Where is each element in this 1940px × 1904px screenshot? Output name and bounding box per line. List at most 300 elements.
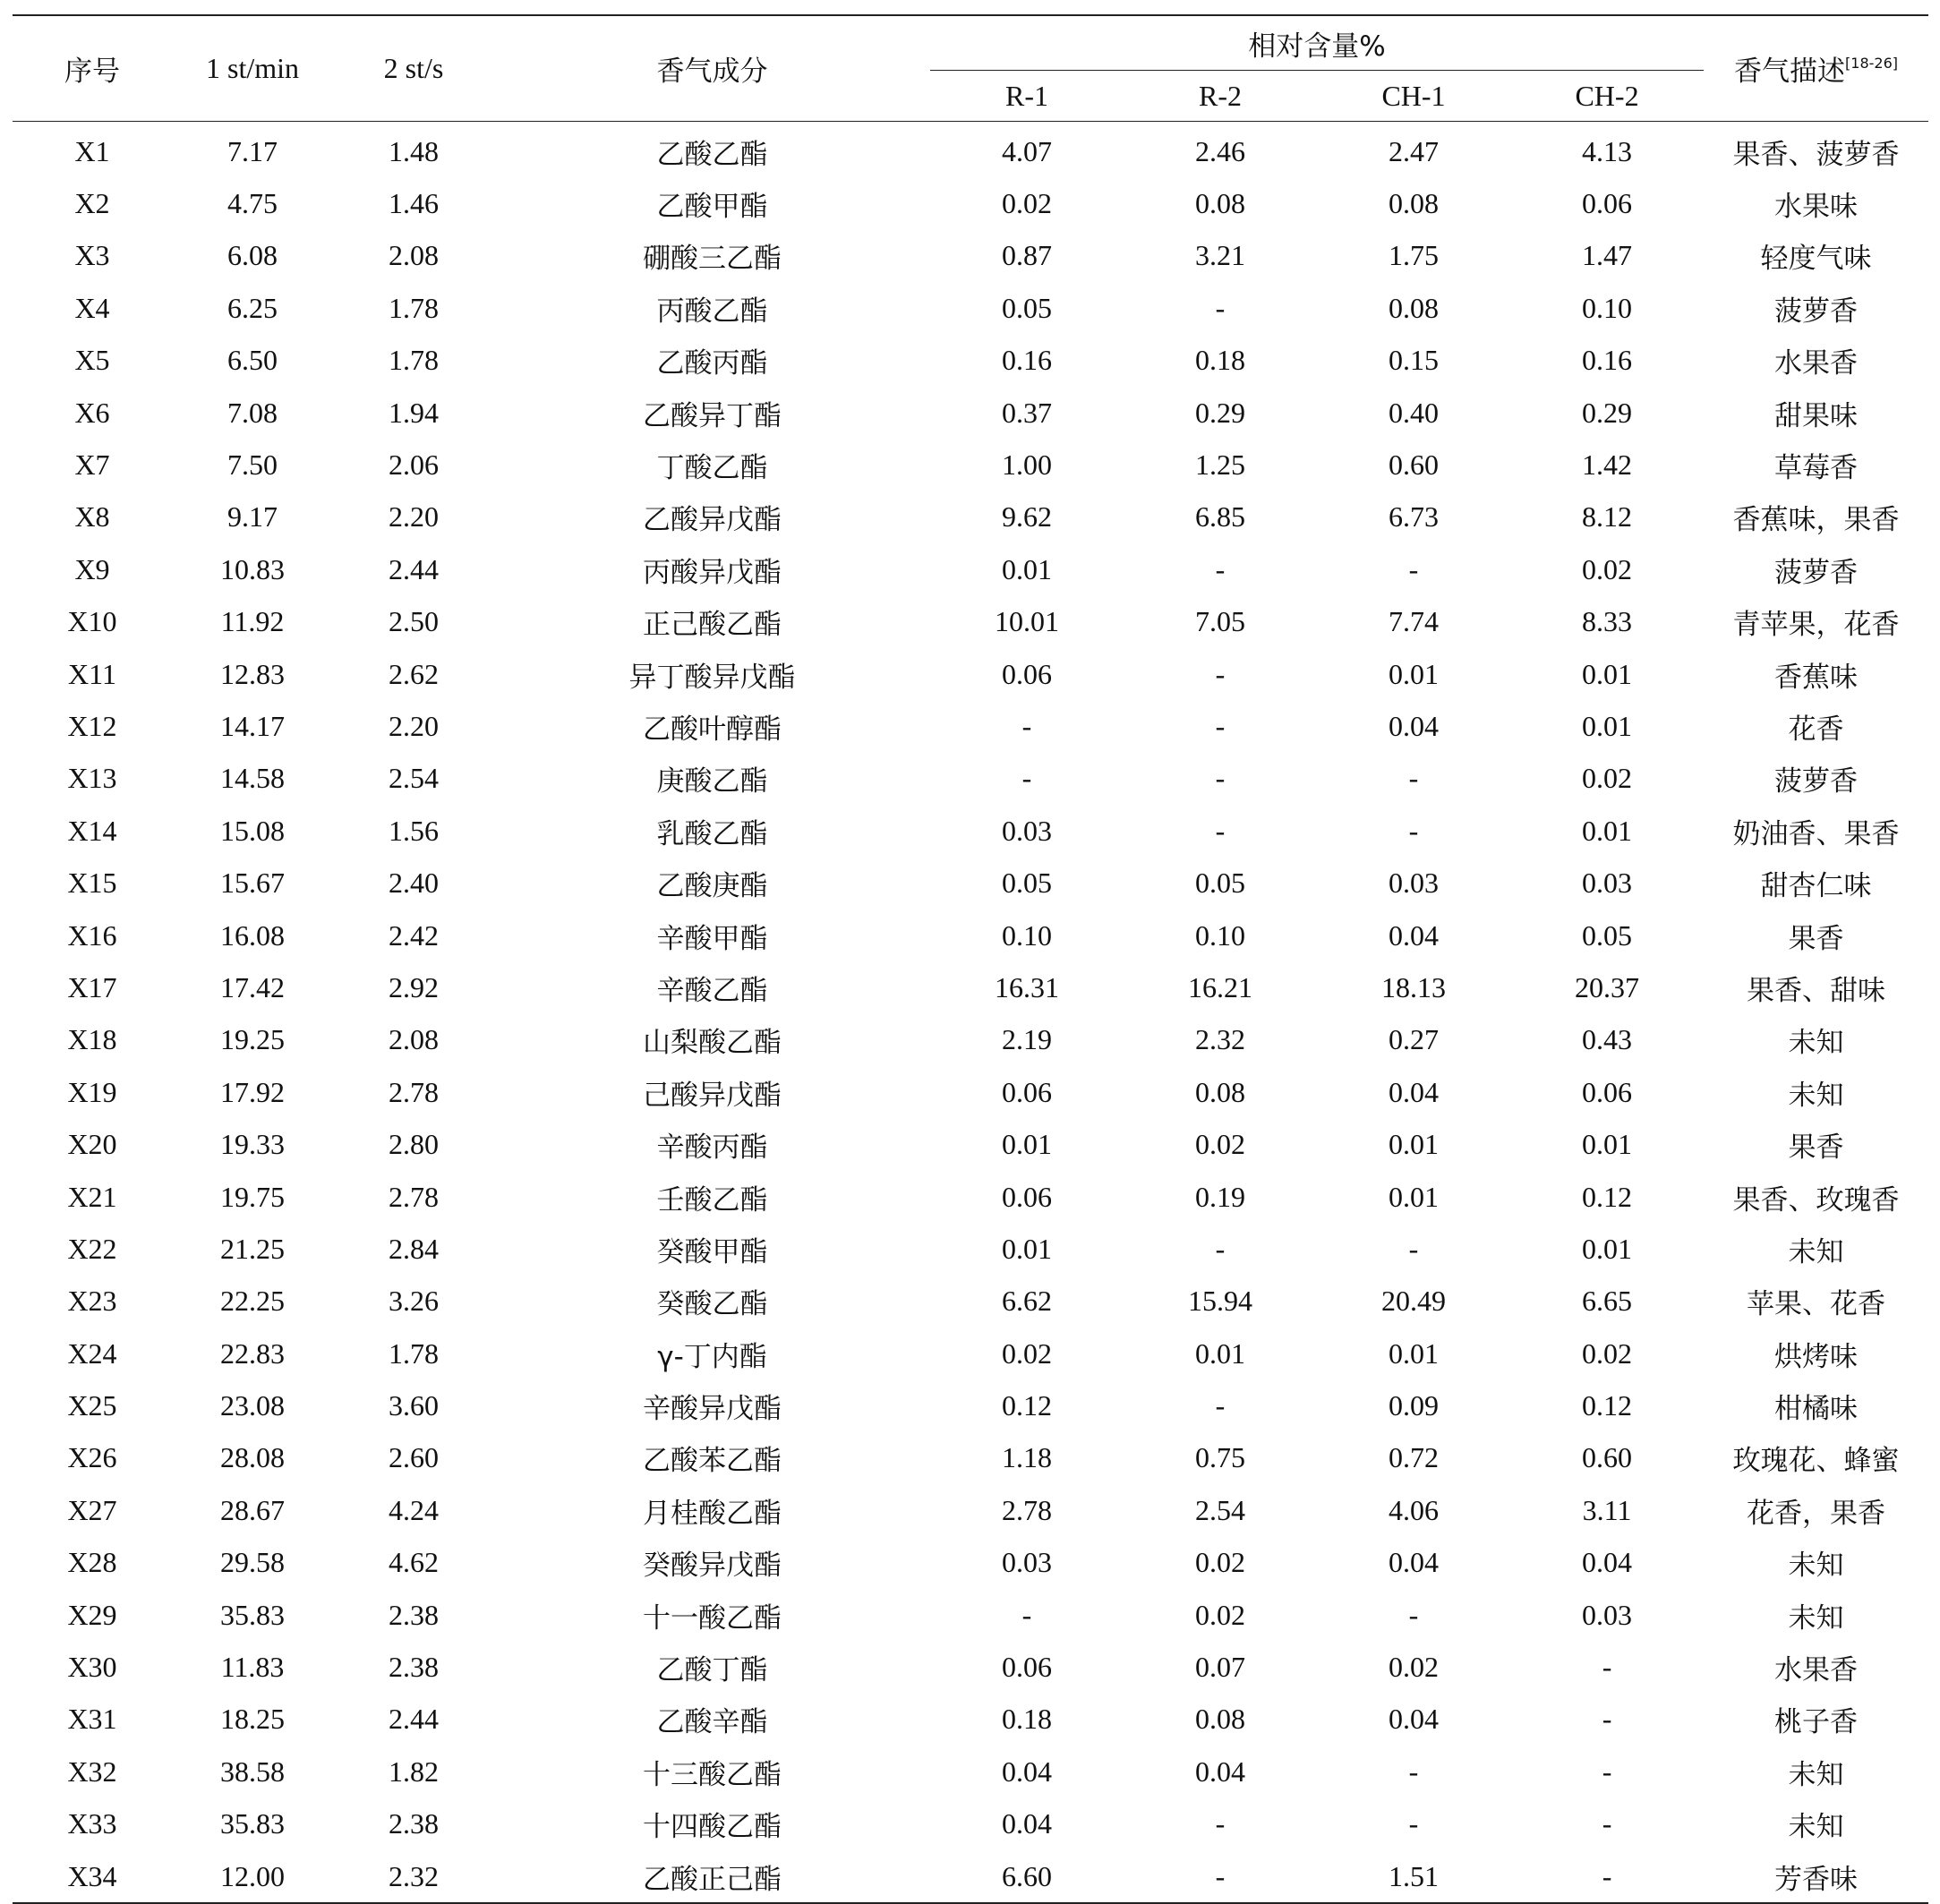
cell-r1: 0.03 (1002, 1546, 1052, 1579)
cell-ch1: 0.27 (1389, 1023, 1439, 1056)
cell-r2: 0.19 (1195, 1180, 1245, 1213)
cell-first-retention-time: 15.67 (220, 867, 285, 900)
table-row (13, 122, 1928, 178)
cell-aroma-description: 菠萝香 (1774, 556, 1859, 589)
cell-r2: 0.08 (1195, 187, 1245, 220)
cell-r1: 1.00 (1002, 448, 1052, 482)
cell-r1: 0.16 (1002, 344, 1052, 377)
cell-first-retention-time: 17.42 (220, 970, 285, 1003)
cell-ch2: 8.12 (1582, 500, 1633, 534)
cell-no: X19 (67, 1075, 117, 1108)
cell-aroma-component: 壬酸乙酯 (656, 1183, 768, 1217)
cell-no: X3 (74, 239, 110, 272)
cell-r1: 0.04 (1002, 1755, 1052, 1788)
cell-r2: 16.21 (1188, 970, 1252, 1003)
cell-ch1: 0.04 (1389, 709, 1439, 742)
cell-r1: 0.06 (1002, 1180, 1052, 1213)
cell-first-retention-time: 12.83 (220, 657, 285, 690)
cell-first-retention-time: 16.08 (220, 918, 285, 952)
cell-no: X29 (67, 1598, 117, 1631)
cell-aroma-description: 玫瑰花、蜂蜜 (1732, 1445, 1900, 1478)
cell-r1: 6.62 (1002, 1285, 1052, 1318)
cell-first-retention-time: 10.83 (220, 552, 285, 585)
cell-second-retention-time: 2.38 (389, 1598, 439, 1631)
cell-first-retention-time: 17.92 (220, 1075, 285, 1108)
cell-no: X15 (67, 867, 117, 900)
cell-aroma-description: 果香、菠萝香 (1732, 138, 1900, 171)
cell-aroma-component: 辛酸乙酯 (656, 974, 768, 1007)
cell-r2: - (1215, 552, 1226, 585)
cell-first-retention-time: 21.25 (220, 1232, 285, 1265)
cell-ch2: - (1602, 1755, 1612, 1788)
cell-aroma-component: 癸酸乙酯 (656, 1288, 768, 1321)
cell-ch1: - (1408, 1232, 1419, 1265)
cell-aroma-component: 山梨酸乙酯 (643, 1027, 782, 1060)
table-row (13, 1066, 1928, 1118)
cell-r1: 0.01 (1002, 552, 1052, 585)
cell-ch1: - (1408, 814, 1419, 847)
cell-ch1: 18.13 (1381, 970, 1446, 1003)
cell-first-retention-time: 23.08 (220, 1389, 285, 1422)
cell-aroma-description: 芳香味 (1704, 1850, 1928, 1903)
header-no: 序号 (13, 15, 172, 122)
table-body (13, 122, 1928, 1904)
cell-ch2: 0.05 (1582, 918, 1633, 952)
cell-no: X31 (67, 1703, 117, 1736)
cell-aroma-description: 柑橘味 (1774, 1393, 1859, 1426)
cell-aroma-description: 未知 (1788, 1079, 1844, 1112)
cell-r1: 0.06 (1002, 1651, 1052, 1684)
cell-r2: 0.02 (1195, 1128, 1245, 1161)
cell-no: X10 (67, 605, 117, 638)
table-row (13, 753, 1928, 805)
cell-aroma-component: 癸酸异戊酯 (643, 1550, 782, 1583)
aroma-components-table (13, 14, 1928, 1904)
cell-ch2: 0.04 (1582, 1546, 1633, 1579)
table-row (13, 1014, 1928, 1066)
cell-aroma-component: 己酸异戊酯 (643, 1079, 782, 1112)
cell-ch1: 0.03 (1389, 867, 1439, 900)
cell-first-retention-time: 22.83 (220, 1336, 285, 1370)
cell-first-retention-time: 9.17 (227, 500, 278, 534)
cell-second-retention-time: 1.78 (389, 291, 439, 324)
cell-no: X14 (67, 814, 117, 847)
cell-r2: 0.18 (1195, 344, 1245, 377)
cell-no: X1 (74, 134, 110, 167)
cell-first-retention-time: 19.33 (220, 1128, 285, 1161)
header-first-retention-time: 1 st/min (172, 15, 333, 122)
cell-no: X12 (67, 709, 117, 742)
cell-second-retention-time: 3.60 (389, 1389, 439, 1422)
cell-ch2: 8.33 (1582, 605, 1633, 638)
table-row (13, 1328, 1928, 1379)
cell-second-retention-time: 2.08 (389, 239, 439, 272)
cell-second-retention-time: 1.46 (389, 187, 439, 220)
table-row (13, 648, 1928, 700)
cell-no: X33 (67, 1807, 117, 1840)
cell-second-retention-time: 2.60 (389, 1441, 439, 1474)
cell-ch1: 4.06 (1389, 1493, 1439, 1526)
cell-second-retention-time: 2.78 (389, 1075, 439, 1108)
header-r2: R-2 (1124, 71, 1317, 122)
cell-aroma-description: 香蕉味 (1774, 661, 1859, 694)
cell-r1: 0.05 (1002, 291, 1052, 324)
cell-aroma-component: 庚酸乙酯 (656, 765, 768, 798)
table-row (13, 857, 1928, 909)
cell-ch2: 0.12 (1582, 1389, 1633, 1422)
cell-no: X22 (67, 1232, 117, 1265)
cell-ch2: - (1602, 1703, 1612, 1736)
cell-second-retention-time: 3.26 (389, 1285, 439, 1318)
cell-r2: - (1215, 709, 1226, 742)
cell-second-retention-time: 2.62 (389, 657, 439, 690)
cell-aroma-component: 乙酸辛酯 (656, 1706, 768, 1739)
cell-ch2: 20.37 (1575, 970, 1640, 1003)
table-row (13, 1641, 1928, 1693)
cell-r2: - (1215, 1389, 1226, 1422)
cell-aroma-description: 未知 (1788, 1235, 1844, 1268)
table-row (13, 1118, 1928, 1170)
cell-r2: 0.02 (1195, 1546, 1245, 1579)
cell-no: X7 (74, 448, 110, 482)
cell-aroma-description: 果香 (1788, 1131, 1844, 1165)
cell-ch1: - (1408, 1807, 1419, 1840)
table-row (13, 543, 1928, 595)
cell-first-retention-time: 11.92 (220, 605, 285, 638)
cell-ch2: - (1510, 1850, 1704, 1903)
cell-second-retention-time: 2.32 (333, 1850, 494, 1903)
cell-ch1: 0.04 (1389, 1703, 1439, 1736)
cell-aroma-description: 烘烤味 (1774, 1340, 1859, 1373)
cell-ch2: - (1602, 1651, 1612, 1684)
cell-r1: 0.01 (1002, 1128, 1052, 1161)
table-row (13, 1432, 1928, 1484)
cell-r2: 0.10 (1195, 918, 1245, 952)
cell-aroma-component: 异丁酸异戊酯 (628, 661, 796, 694)
cell-no: X5 (74, 344, 110, 377)
cell-no: X16 (67, 918, 117, 952)
cell-r1: 0.01 (1002, 1232, 1052, 1265)
cell-ch2: 0.06 (1582, 1075, 1633, 1108)
table-row (13, 1746, 1928, 1797)
cell-ch1: 0.01 (1389, 1128, 1439, 1161)
cell-ch1: 2.47 (1389, 134, 1439, 167)
cell-ch1: 0.15 (1389, 344, 1439, 377)
cell-r1: 6.60 (930, 1850, 1124, 1903)
cell-aroma-description: 花香，果香 (1747, 1497, 1886, 1530)
cell-aroma-description: 水果香 (1774, 347, 1859, 380)
cell-r2: 15.94 (1188, 1285, 1252, 1318)
cell-first-retention-time: 29.58 (220, 1546, 285, 1579)
header-ch2: CH-2 (1510, 71, 1704, 122)
cell-r2: 2.54 (1195, 1493, 1245, 1526)
cell-r1: 0.06 (1002, 1075, 1052, 1108)
cell-ch1: 0.08 (1389, 291, 1439, 324)
cell-r1: 2.19 (1002, 1023, 1052, 1056)
cell-second-retention-time: 1.56 (389, 814, 439, 847)
cell-aroma-description: 果香 (1788, 922, 1844, 955)
header-aroma-description-label: 香气描述 (1734, 55, 1846, 88)
cell-first-retention-time: 19.75 (220, 1180, 285, 1213)
cell-second-retention-time: 2.42 (389, 918, 439, 952)
cell-no: X4 (74, 291, 110, 324)
table-row (13, 909, 1928, 961)
cell-aroma-description: 青苹果，花香 (1732, 609, 1900, 642)
cell-ch2: 4.13 (1582, 134, 1633, 167)
cell-aroma-component: 乳酸乙酯 (656, 817, 768, 850)
cell-ch1: 0.09 (1389, 1389, 1439, 1422)
cell-no: X30 (67, 1651, 117, 1684)
cell-ch1: - (1408, 1598, 1419, 1631)
cell-r1: 10.01 (995, 605, 1059, 638)
cell-second-retention-time: 1.94 (389, 396, 439, 429)
cell-r1: - (1021, 1598, 1032, 1631)
cell-ch2: 6.65 (1582, 1285, 1633, 1318)
cell-aroma-component: 硼酸三乙酯 (643, 243, 782, 276)
cell-no: X23 (67, 1285, 117, 1318)
cell-ch1: 1.75 (1389, 239, 1439, 272)
cell-aroma-description: 草莓香 (1774, 452, 1859, 485)
cell-ch1: 0.04 (1389, 1546, 1439, 1579)
cell-first-retention-time: 7.08 (227, 396, 278, 429)
cell-r2: - (1215, 657, 1226, 690)
cell-first-retention-time: 38.58 (220, 1755, 285, 1788)
cell-ch1: 0.72 (1389, 1441, 1439, 1474)
cell-ch1: - (1408, 1755, 1419, 1788)
cell-r1: 0.04 (1002, 1807, 1052, 1840)
cell-second-retention-time: 2.38 (389, 1807, 439, 1840)
table-row (13, 177, 1928, 229)
cell-aroma-component: 十四酸乙酯 (643, 1811, 782, 1844)
cell-aroma-component: 乙酸乙酯 (656, 138, 768, 171)
cell-second-retention-time: 2.06 (389, 448, 439, 482)
cell-aroma-component: 乙酸苯乙酯 (643, 1445, 782, 1478)
cell-r1: - (1021, 709, 1032, 742)
cell-ch2: 0.02 (1582, 1336, 1633, 1370)
cell-first-retention-time: 22.25 (220, 1285, 285, 1318)
cell-ch1: 0.02 (1389, 1651, 1439, 1684)
cell-first-retention-time: 6.50 (227, 344, 278, 377)
table-row (13, 439, 1928, 491)
cell-aroma-component: 乙酸丙酯 (656, 347, 768, 380)
cell-second-retention-time: 4.24 (389, 1493, 439, 1526)
cell-ch1: 6.73 (1389, 500, 1439, 534)
table-row (13, 1694, 1928, 1746)
cell-aroma-description: 香蕉味，果香 (1732, 504, 1900, 537)
cell-aroma-component: 十一酸乙酯 (643, 1601, 782, 1635)
table-row (13, 1798, 1928, 1850)
cell-aroma-description: 未知 (1788, 1601, 1844, 1635)
cell-aroma-description: 果香、甜味 (1747, 974, 1886, 1007)
cell-r1: 0.05 (1002, 867, 1052, 900)
cell-r2: - (1215, 1232, 1226, 1265)
cell-no: X25 (67, 1389, 117, 1422)
cell-ch2: 0.06 (1582, 187, 1633, 220)
cell-no: X2 (74, 187, 110, 220)
cell-aroma-description: 奶油香、果香 (1732, 817, 1900, 850)
table-row (13, 282, 1928, 334)
cell-aroma-description: 水果味 (1774, 191, 1859, 224)
cell-first-retention-time: 28.08 (220, 1441, 285, 1474)
cell-aroma-component: 丙酸异戊酯 (643, 556, 782, 589)
cell-no: X24 (67, 1336, 117, 1370)
table-row (13, 1589, 1928, 1641)
table-row (13, 387, 1928, 439)
cell-aroma-description: 未知 (1788, 1027, 1844, 1060)
cell-r1: 9.62 (1002, 500, 1052, 534)
cell-aroma-component: 乙酸庚酯 (656, 870, 768, 903)
cell-ch2: 0.16 (1582, 344, 1633, 377)
cell-ch2: 0.43 (1582, 1023, 1633, 1056)
cell-ch1: 1.51 (1317, 1850, 1510, 1903)
cell-ch2: 0.60 (1582, 1441, 1633, 1474)
table-row (13, 961, 1928, 1013)
cell-ch2: 0.10 (1582, 291, 1633, 324)
table-row (13, 1379, 1928, 1431)
cell-ch1: 0.01 (1389, 1336, 1439, 1370)
table-row (13, 700, 1928, 752)
cell-first-retention-time: 19.25 (220, 1023, 285, 1056)
cell-ch1: - (1408, 762, 1419, 795)
cell-aroma-component: 乙酸异戊酯 (643, 504, 782, 537)
cell-ch2: 0.01 (1582, 1232, 1633, 1265)
cell-ch1: - (1408, 552, 1419, 585)
cell-ch1: 20.49 (1381, 1285, 1446, 1318)
cell-no: X26 (67, 1441, 117, 1474)
cell-aroma-description: 菠萝香 (1774, 765, 1859, 798)
cell-r2: 6.85 (1195, 500, 1245, 534)
cell-r1: 0.06 (1002, 657, 1052, 690)
cell-r2: 0.08 (1195, 1075, 1245, 1108)
cell-second-retention-time: 2.78 (389, 1180, 439, 1213)
cell-second-retention-time: 1.78 (389, 344, 439, 377)
cell-no: X28 (67, 1546, 117, 1579)
cell-no: X34 (13, 1850, 172, 1903)
cell-aroma-description: 菠萝香 (1774, 295, 1859, 328)
cell-r2: - (1215, 1807, 1226, 1840)
cell-second-retention-time: 4.62 (389, 1546, 439, 1579)
cell-ch2: 0.01 (1582, 1128, 1633, 1161)
cell-aroma-description: 未知 (1788, 1550, 1844, 1583)
cell-aroma-component: γ-丁内酯 (657, 1340, 767, 1373)
cell-r1: 0.02 (1002, 1336, 1052, 1370)
cell-second-retention-time: 1.82 (389, 1755, 439, 1788)
cell-aroma-component: 乙酸叶醇酯 (643, 713, 782, 746)
cell-second-retention-time: 2.80 (389, 1128, 439, 1161)
cell-second-retention-time: 2.20 (389, 500, 439, 534)
cell-aroma-component: 辛酸丙酯 (656, 1131, 768, 1165)
cell-first-retention-time: 35.83 (220, 1807, 285, 1840)
table-row (13, 1484, 1928, 1536)
cell-r1: 4.07 (1002, 134, 1052, 167)
cell-ch2: 0.02 (1582, 762, 1633, 795)
cell-ch1: 0.01 (1389, 1180, 1439, 1213)
cell-r1: 0.10 (1002, 918, 1052, 952)
cell-aroma-component: 丙酸乙酯 (656, 295, 768, 328)
cell-r2: 0.29 (1195, 396, 1245, 429)
cell-no: X32 (67, 1755, 117, 1788)
cell-ch1: 0.04 (1389, 1075, 1439, 1108)
cell-second-retention-time: 2.92 (389, 970, 439, 1003)
cell-first-retention-time: 7.17 (227, 134, 278, 167)
cell-second-retention-time: 2.38 (389, 1651, 439, 1684)
cell-first-retention-time: 6.25 (227, 291, 278, 324)
cell-aroma-description: 水果香 (1774, 1654, 1859, 1687)
cell-first-retention-time: 7.50 (227, 448, 278, 482)
cell-no: X17 (67, 970, 117, 1003)
cell-no: X20 (67, 1128, 117, 1161)
cell-ch2: 0.03 (1582, 1598, 1633, 1631)
cell-r2: - (1215, 762, 1226, 795)
cell-r2: 0.02 (1195, 1598, 1245, 1631)
cell-aroma-description: 轻度气味 (1760, 243, 1872, 276)
cell-r2: 0.08 (1195, 1703, 1245, 1736)
cell-aroma-component: 月桂酸乙酯 (643, 1497, 782, 1530)
header-aroma-component: 香气成分 (494, 15, 930, 122)
cell-r2: 0.75 (1195, 1441, 1245, 1474)
cell-first-retention-time: 18.25 (220, 1703, 285, 1736)
cell-ch2: 0.01 (1582, 657, 1633, 690)
cell-r2: 2.46 (1195, 134, 1245, 167)
cell-ch2: 0.01 (1582, 814, 1633, 847)
cell-aroma-description: 果香、玫瑰香 (1732, 1183, 1900, 1217)
cell-no: X27 (67, 1493, 117, 1526)
table-row (13, 596, 1928, 648)
cell-aroma-component: 辛酸甲酯 (656, 922, 768, 955)
cell-aroma-description: 桃子香 (1774, 1706, 1859, 1739)
cell-ch1: 0.40 (1389, 396, 1439, 429)
cell-r1: 0.37 (1002, 396, 1052, 429)
header-second-retention-time: 2 st/s (333, 15, 494, 122)
cell-first-retention-time: 4.75 (227, 187, 278, 220)
cell-aroma-component: 丁酸乙酯 (656, 452, 768, 485)
cell-r2: 0.01 (1195, 1336, 1245, 1370)
cell-ch2: 1.42 (1582, 448, 1633, 482)
cell-second-retention-time: 1.78 (389, 1336, 439, 1370)
cell-aroma-component: 乙酸甲酯 (656, 191, 768, 224)
cell-aroma-component: 十三酸乙酯 (643, 1758, 782, 1791)
cell-first-retention-time: 28.67 (220, 1493, 285, 1526)
cell-aroma-component: 辛酸异戊酯 (643, 1393, 782, 1426)
header-aroma-description (1704, 15, 1928, 122)
cell-first-retention-time: 12.00 (172, 1850, 333, 1903)
table-row (13, 1537, 1928, 1589)
cell-second-retention-time: 2.44 (389, 552, 439, 585)
cell-first-retention-time: 11.83 (220, 1651, 285, 1684)
cell-first-retention-time: 35.83 (220, 1598, 285, 1631)
cell-aroma-description: 花香 (1788, 713, 1844, 746)
cell-ch2: 0.29 (1582, 396, 1633, 429)
cell-r2: 0.07 (1195, 1651, 1245, 1684)
cell-r1: 0.87 (1002, 239, 1052, 272)
table-header (13, 15, 1928, 122)
cell-aroma-description: 甜杏仁味 (1760, 870, 1872, 903)
table-row (13, 1276, 1928, 1328)
cell-no: X9 (74, 552, 110, 585)
cell-aroma-component: 乙酸丁酯 (656, 1654, 768, 1687)
cell-ch2: 3.11 (1582, 1493, 1632, 1526)
cell-aroma-description: 未知 (1788, 1758, 1844, 1791)
cell-second-retention-time: 1.48 (389, 134, 439, 167)
cell-aroma-description: 未知 (1788, 1811, 1844, 1844)
cell-second-retention-time: 2.08 (389, 1023, 439, 1056)
table-row (13, 1223, 1928, 1275)
cell-aroma-component: 乙酸异丁酯 (643, 399, 782, 432)
table-row (13, 805, 1928, 857)
cell-r1: 0.02 (1002, 187, 1052, 220)
cell-no: X21 (67, 1180, 117, 1213)
cell-aroma-component: 乙酸正己酯 (494, 1850, 930, 1903)
